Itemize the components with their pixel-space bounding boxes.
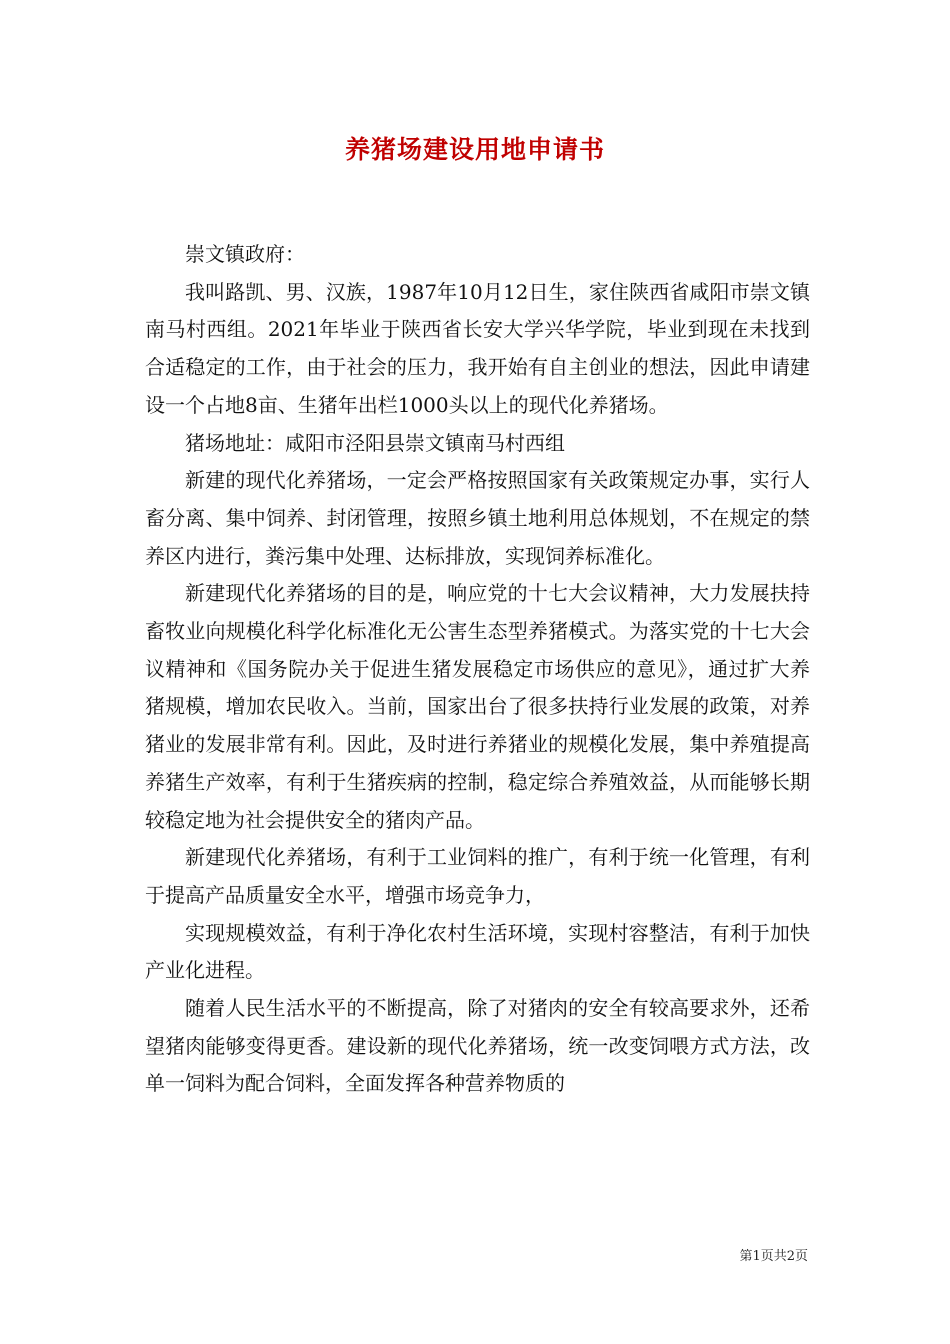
paragraph-benefits: 新建现代化养猪场，有利于工业饲料的推广，有利于统一化管理，有利于提高产品质量安全水平，增强市场竞争力， bbox=[145, 845, 810, 907]
paragraph-quality: 随着人民生活水平的不断提高，除了对猪肉的安全有较高要求外，还希望猪肉能够变得更香。建设新的现代化养猪场，统一改变饲喂方式方法，改单一饲料为配合饲料，全面发挥各种营养物质的 bbox=[145, 996, 810, 1096]
salutation: 崇文镇政府： bbox=[185, 242, 305, 266]
page-indicator: 第1页共2页 bbox=[739, 1249, 808, 1264]
paragraph-regulations: 新建的现代化养猪场，一定会严格按照国家有关政策规定办事，实行人畜分离、集中饲养、封闭管理，按照乡镇土地利用总体规划，不在规定的禁养区内进行，粪污集中处理、达标排放，实现饲养标准化。 bbox=[145, 468, 810, 568]
paragraph-purpose: 新建现代化养猪场的目的是，响应党的十七大会议精神，大力发展扶持畜牧业向规模化科学化标准化无公害生态型养猪模式。为落实党的十七大会议精神和《国务院办关于促进生猪发展稳定市场供应的意见》，通过扩大养猪规模，增加农民收入。当前，国家出台了很多扶持行业发展的政策，对养猪业的发展非常有利。因此，及时进行养猪业的规模化发展，集中养殖提高养猪生产效率，有利于生猪疾病的控制，稳定综合养殖效益，从而能够长期较稳定地为社会提供安全的猪肉产品。 bbox=[145, 581, 810, 832]
document-title: 养猪场建设用地申请书 bbox=[344, 135, 605, 164]
paragraph-intro: 我叫路凯、男、汉族，1987年10月12日生，家住陕西省咸阳市崇文镇南马村西组。2021年毕业于陕西省长安大学兴华学院，毕业到现在未找到合适稳定的工作，由于社会的压力，我开始有自主创业的想法，因此申请建设一个占地8亩、生猪年出栏1000头以上的现代化养猪场。 bbox=[145, 279, 810, 417]
paragraph-address: 猪场地址：咸阳市泾阳县崇文镇南马村西组 bbox=[185, 430, 565, 455]
paragraph-scale: 实现规模效益，有利于净化农村生活环境，实现村容整洁，有利于加快产业化进程。 bbox=[145, 920, 810, 983]
document-body bbox=[145, 236, 810, 1103]
